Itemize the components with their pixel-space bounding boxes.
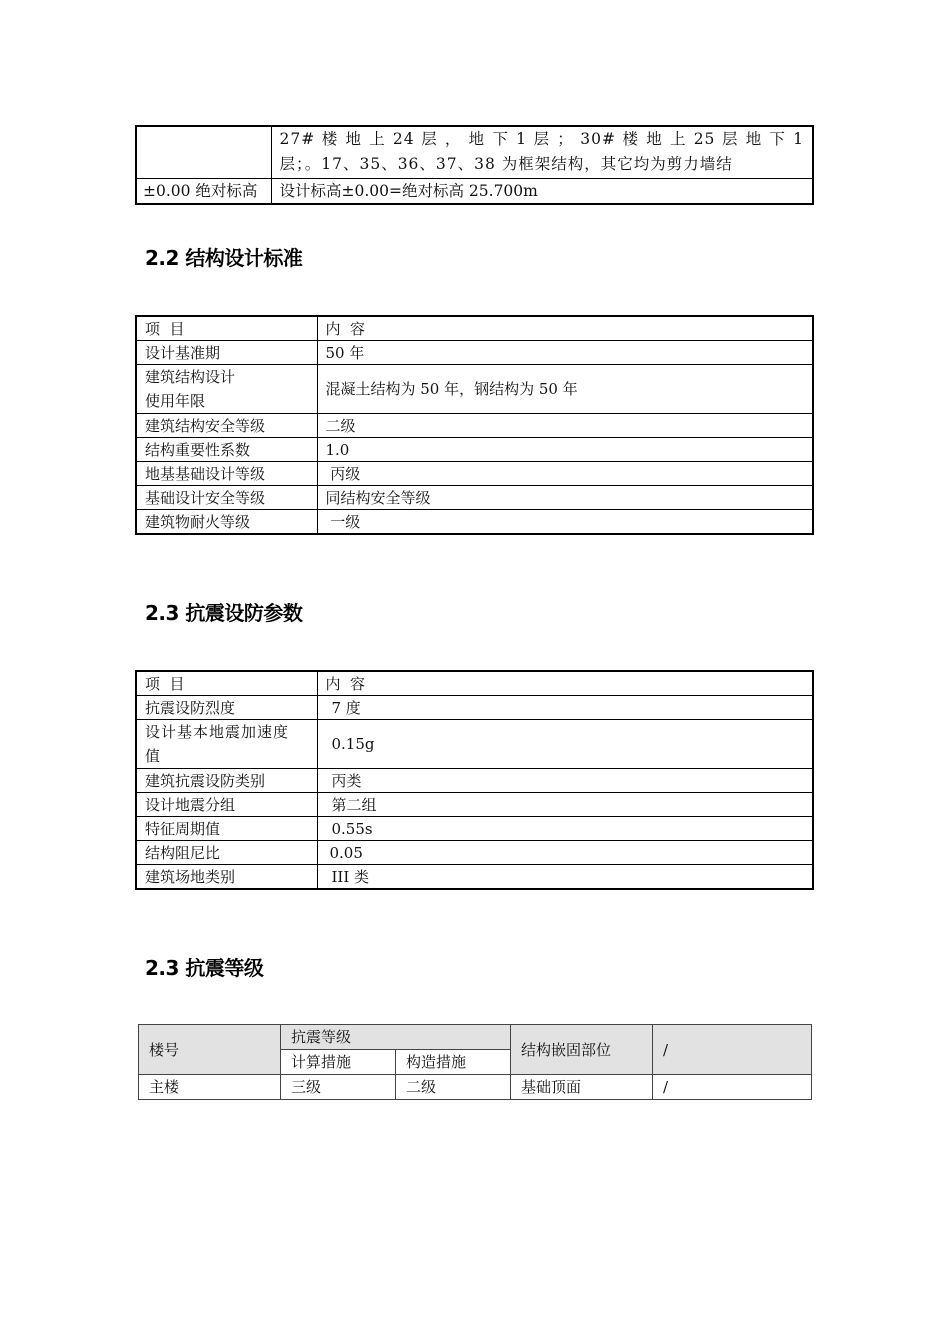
header-cell: 内 容 bbox=[317, 671, 813, 696]
table-row bbox=[136, 341, 813, 365]
section-heading-seismic-params: 2.3 抗震设防参数 bbox=[145, 601, 303, 625]
table-header-row bbox=[136, 316, 813, 341]
table-header-row bbox=[139, 1025, 812, 1050]
table-cell: 一级 bbox=[317, 510, 813, 535]
table-cell: 设计基准期 bbox=[136, 341, 317, 365]
table-cell: 主楼 bbox=[139, 1075, 281, 1100]
table-cell: 0.55s bbox=[317, 817, 813, 841]
section-heading-seismic-grade: 2.3 抗震等级 bbox=[145, 956, 264, 980]
table-row bbox=[136, 438, 813, 462]
table-cell: 结构阻尼比 bbox=[136, 841, 317, 865]
table-cell: 50 年 bbox=[317, 341, 813, 365]
header-cell-extra: / bbox=[653, 1025, 812, 1075]
table-row bbox=[136, 696, 813, 720]
table-row bbox=[136, 414, 813, 438]
table-row bbox=[136, 865, 813, 890]
header-cell-construct-measure: 构造措施 bbox=[396, 1050, 511, 1075]
table-cell: 三级 bbox=[281, 1075, 396, 1100]
table-cell: 丙类 bbox=[317, 769, 813, 793]
seismic-params-table bbox=[135, 670, 814, 890]
table-cell: 建筑物耐火等级 bbox=[136, 510, 317, 535]
table-cell: 同结构安全等级 bbox=[317, 486, 813, 510]
table-row bbox=[136, 126, 813, 178]
table-cell: 建筑抗震设防类别 bbox=[136, 769, 317, 793]
table-cell: 7 度 bbox=[317, 696, 813, 720]
building-overview-table bbox=[135, 125, 814, 205]
table-cell: 建筑结构设计 使用年限 bbox=[136, 365, 317, 414]
table-cell: ±0.00 绝对标高 bbox=[136, 178, 271, 204]
table-cell: 0.15g bbox=[317, 720, 813, 769]
table-cell: III 类 bbox=[317, 865, 813, 890]
header-cell-seismic-grade: 抗震等级 bbox=[281, 1025, 511, 1050]
table-cell: 结构重要性系数 bbox=[136, 438, 317, 462]
header-cell-embed-position: 结构嵌固部位 bbox=[511, 1025, 653, 1075]
table-row bbox=[136, 841, 813, 865]
table-row bbox=[136, 817, 813, 841]
table-cell: 丙级 bbox=[317, 462, 813, 486]
table-header-row bbox=[136, 671, 813, 696]
design-standard-table bbox=[135, 315, 814, 535]
table-row bbox=[136, 769, 813, 793]
table-cell: 二级 bbox=[396, 1075, 511, 1100]
table-cell: 抗震设防烈度 bbox=[136, 696, 317, 720]
table-cell: 第二组 bbox=[317, 793, 813, 817]
table-cell: 混凝土结构为 50 年，钢结构为 50 年 bbox=[317, 365, 813, 414]
table-cell: 建筑场地类别 bbox=[136, 865, 317, 890]
header-cell-calc-measure: 计算措施 bbox=[281, 1050, 396, 1075]
table-cell: 设计基本地震加速度 值 bbox=[136, 720, 317, 769]
section-heading-design-standard: 2.2 结构设计标准 bbox=[145, 246, 303, 270]
table-row bbox=[136, 462, 813, 486]
table-row bbox=[136, 365, 813, 414]
table-cell: 27# 楼 地 上 24 层 ， 地 下 1 层 ； 30# 楼 地 上 25 层 地 下 1 层；。17、35、36、37、38 为框架结构，其它均为剪力墙结 bbox=[271, 126, 813, 178]
table-cell: 0.05 bbox=[317, 841, 813, 865]
header-cell-building-no: 楼号 bbox=[139, 1025, 281, 1075]
header-cell: 内 容 bbox=[317, 316, 813, 341]
table-cell: / bbox=[653, 1075, 812, 1100]
table-cell: 地基基础设计等级 bbox=[136, 462, 317, 486]
table-row bbox=[136, 178, 813, 204]
table-cell: 基础设计安全等级 bbox=[136, 486, 317, 510]
table-cell: 基础顶面 bbox=[511, 1075, 653, 1100]
table-cell: 设计标高±0.00=绝对标高 25.700m bbox=[271, 178, 813, 204]
table-cell: 特征周期值 bbox=[136, 817, 317, 841]
table-row bbox=[136, 510, 813, 535]
table-cell: 建筑结构安全等级 bbox=[136, 414, 317, 438]
table-cell: 设计地震分组 bbox=[136, 793, 317, 817]
header-cell: 项 目 bbox=[136, 316, 317, 341]
table-cell: 二级 bbox=[317, 414, 813, 438]
table-row bbox=[139, 1075, 812, 1100]
header-cell: 项 目 bbox=[136, 671, 317, 696]
table-row bbox=[136, 793, 813, 817]
table-row bbox=[136, 486, 813, 510]
table-row bbox=[136, 720, 813, 769]
seismic-grade-table bbox=[138, 1024, 812, 1100]
table-cell bbox=[136, 126, 271, 178]
table-cell: 1.0 bbox=[317, 438, 813, 462]
